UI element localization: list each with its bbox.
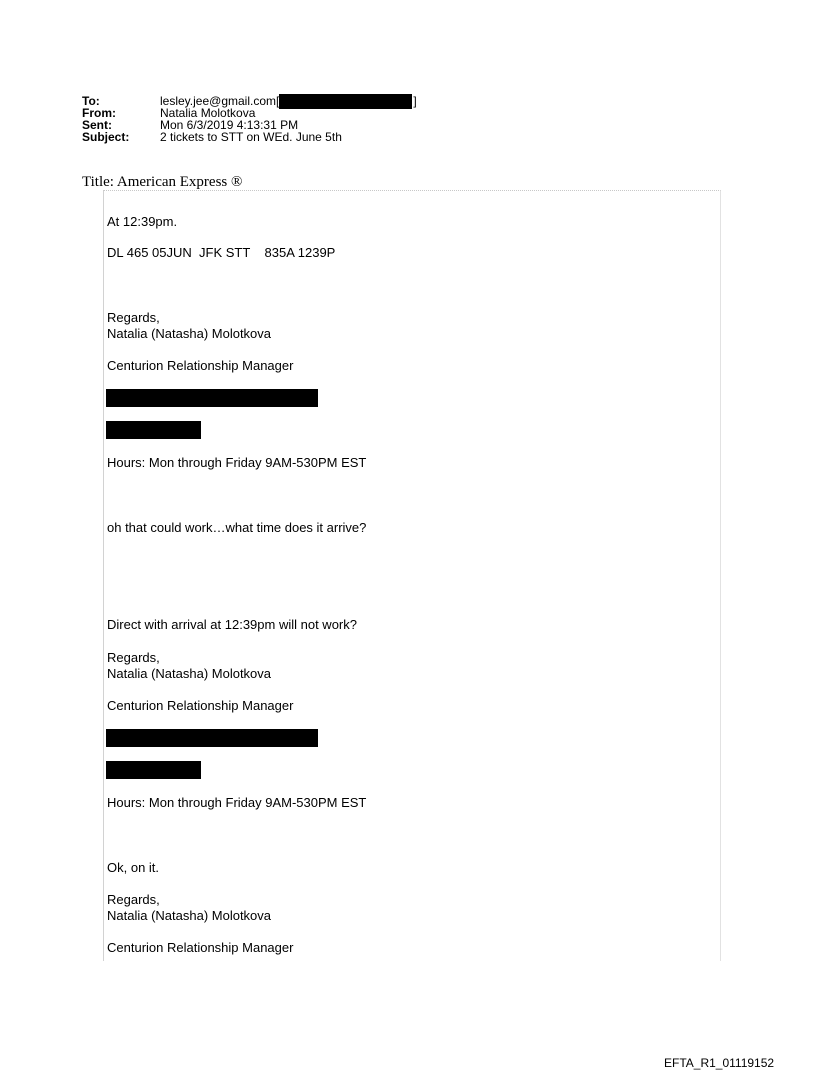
ok-text: Ok, on it.: [107, 860, 160, 875]
signature-hours: Hours: Mon through Friday 9AM-530PM EST: [107, 795, 367, 810]
signature-role: Centurion Relationship Manager: [107, 940, 294, 955]
redaction-bar: [106, 389, 318, 407]
signature-regards: Regards,: [107, 892, 160, 907]
direct-arrival-text: Direct with arrival at 12:39pm will not work?: [107, 617, 357, 632]
signature-name: Natalia (Natasha) Molotkova: [107, 666, 272, 681]
subject-value: 2 tickets to STT on WEd. June 5th: [160, 130, 342, 144]
signature-name: Natalia (Natasha) Molotkova: [107, 326, 272, 341]
signature-role: Centurion Relationship Manager: [107, 358, 294, 373]
from-value: Natalia Molotkova: [160, 106, 256, 120]
signature-role: Centurion Relationship Manager: [107, 698, 294, 713]
redaction-bar: [279, 94, 412, 109]
from-label: From:: [82, 106, 116, 120]
subject-label: Subject:: [82, 130, 130, 144]
flight-itinerary-text: DL 465 05JUN JFK STT 835A 1239P: [107, 245, 336, 260]
arrival-time-text: At 12:39pm.: [107, 214, 178, 229]
bates-number: EFTA_R1_01119152: [664, 1056, 775, 1070]
redaction-bar: [106, 421, 201, 439]
to-bracket-close: ]: [413, 94, 417, 108]
document-title: Title: American Express ®: [82, 174, 243, 190]
to-address: lesley.jee@gmail.com[: [160, 94, 280, 108]
redaction-bar: [106, 761, 201, 779]
signature-regards: Regards,: [107, 650, 160, 665]
message-frame: [103, 190, 721, 961]
redaction-bar: [106, 729, 318, 747]
signature-name: Natalia (Natasha) Molotkova: [107, 908, 272, 923]
signature-hours: Hours: Mon through Friday 9AM-530PM EST: [107, 455, 367, 470]
reply-question-text: oh that could work…what time does it arrive?: [107, 520, 367, 535]
subject-row: [82, 131, 417, 143]
sent-value: Mon 6/3/2019 4:13:31 PM: [160, 118, 299, 132]
sent-label: Sent:: [82, 118, 112, 132]
to-label: To:: [82, 94, 100, 108]
signature-regards: Regards,: [107, 310, 160, 325]
email-header: [82, 95, 417, 143]
